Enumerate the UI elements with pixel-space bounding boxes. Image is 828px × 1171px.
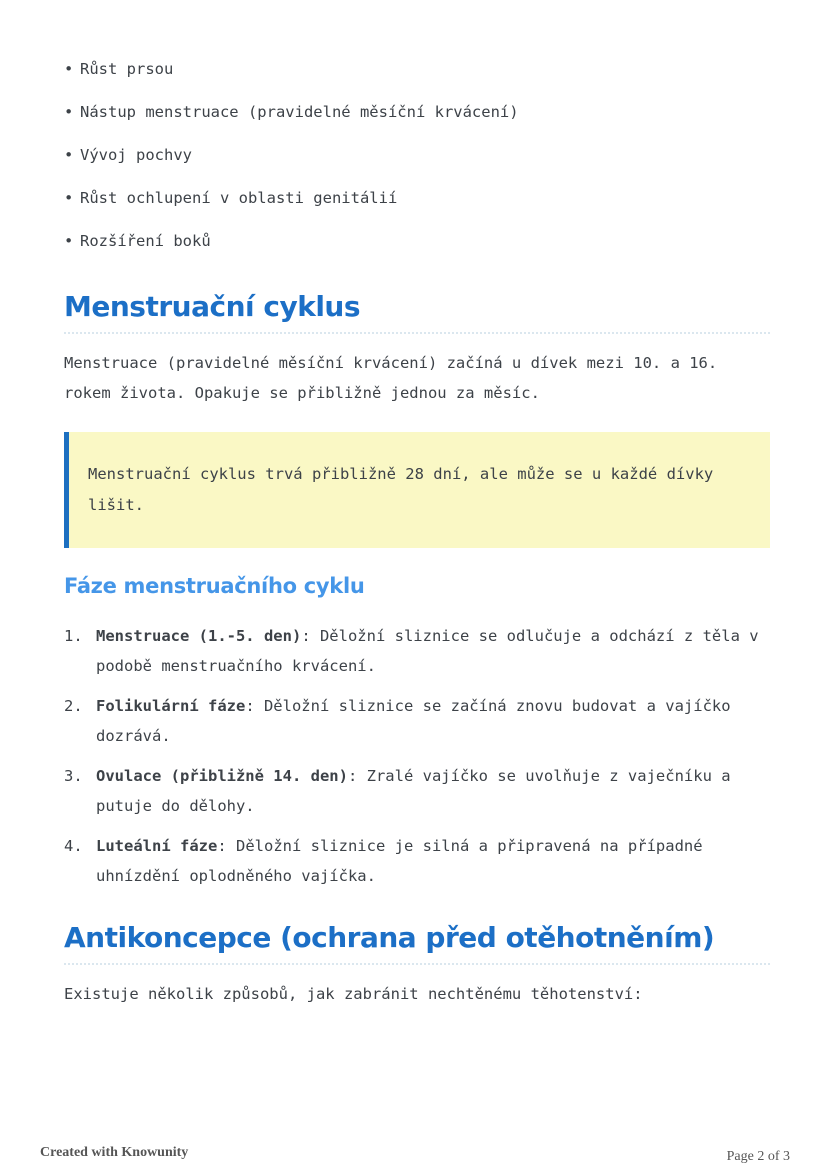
bullet-item-text: Růst ochlupení v oblasti genitálií [80, 189, 398, 207]
bullet-item [64, 220, 770, 263]
phase-item [64, 831, 770, 891]
phase-body [96, 831, 770, 891]
phase-item [64, 761, 770, 821]
bullet-item-text: Vývoj pochvy [80, 146, 192, 164]
phase-text: : Zralé vajíčko se uvolňuje z vaječníku a putuje do dělohy. [96, 767, 731, 815]
phase-label: Luteální fáze [96, 837, 218, 855]
phase-number: 3. [64, 767, 83, 785]
section-title-menstrual-cycle: Menstruační cyklus [64, 290, 770, 334]
paragraph-contraception-intro: Existuje několik způsobů, jak zabránit nechtěnému těhotenství: [64, 985, 643, 1003]
paragraph-menstruation-intro: Menstruace (pravidelné měsíční krvácení) začíná u dívek mezi 10. a 16. rokem života. Opakuje se přibližně jednou za měsíc. [64, 354, 718, 402]
phase-body [96, 691, 770, 751]
bullet-dot: • [64, 189, 74, 207]
section-title-contraception: Antikoncepce (ochrana před otěhotněním) [64, 921, 770, 965]
phase-label: Menstruace (1.-5. den) [96, 627, 302, 645]
bullet-dot: • [64, 103, 74, 121]
phase-text: : Děložní sliznice se začíná znovu budovat a vajíčko dozrává. [96, 697, 731, 745]
callout-box [64, 432, 770, 548]
bullet-item-text: Růst prsou [80, 60, 174, 78]
phase-number: 4. [64, 837, 83, 855]
bullet-item [64, 48, 770, 91]
bullet-item [64, 134, 770, 177]
bullet-item [64, 91, 770, 134]
intro-bullet-list [64, 48, 770, 263]
bullet-item [64, 177, 770, 220]
phase-number: 2. [64, 697, 83, 715]
subsection-title-phases: Fáze menstruačního cyklu [64, 574, 365, 598]
phase-body [96, 761, 770, 821]
document-body [64, 48, 770, 1009]
phase-text: : Děložní sliznice je silná a připravená na případné uhnízdění oplodněného vajíčka. [96, 837, 703, 885]
bullet-dot: • [64, 232, 74, 250]
phase-number: 1. [64, 627, 83, 645]
phase-body [96, 621, 770, 681]
footer-page-number: Page 2 of 3 [726, 1149, 790, 1164]
bullet-item-text: Nástup menstruace (pravidelné měsíční krvácení) [80, 103, 519, 121]
phase-label: Ovulace (přibližně 14. den) [96, 767, 348, 785]
footer-credit: Created with Knowunity [40, 1145, 189, 1160]
bullet-dot: • [64, 146, 74, 164]
bullet-item-text: Rozšíření boků [80, 232, 211, 250]
phase-list [64, 621, 770, 891]
bullet-dot: • [64, 60, 74, 78]
phase-label: Folikulární fáze [96, 697, 246, 715]
phase-item [64, 621, 770, 681]
phase-text: : Děložní sliznice se odlučuje a odchází z těla v podobě menstruačního krvácení. [96, 627, 759, 675]
callout-text: Menstruační cyklus trvá přibližně 28 dní, ale může se u každé dívky lišit. [88, 465, 714, 514]
phase-item [64, 691, 770, 751]
